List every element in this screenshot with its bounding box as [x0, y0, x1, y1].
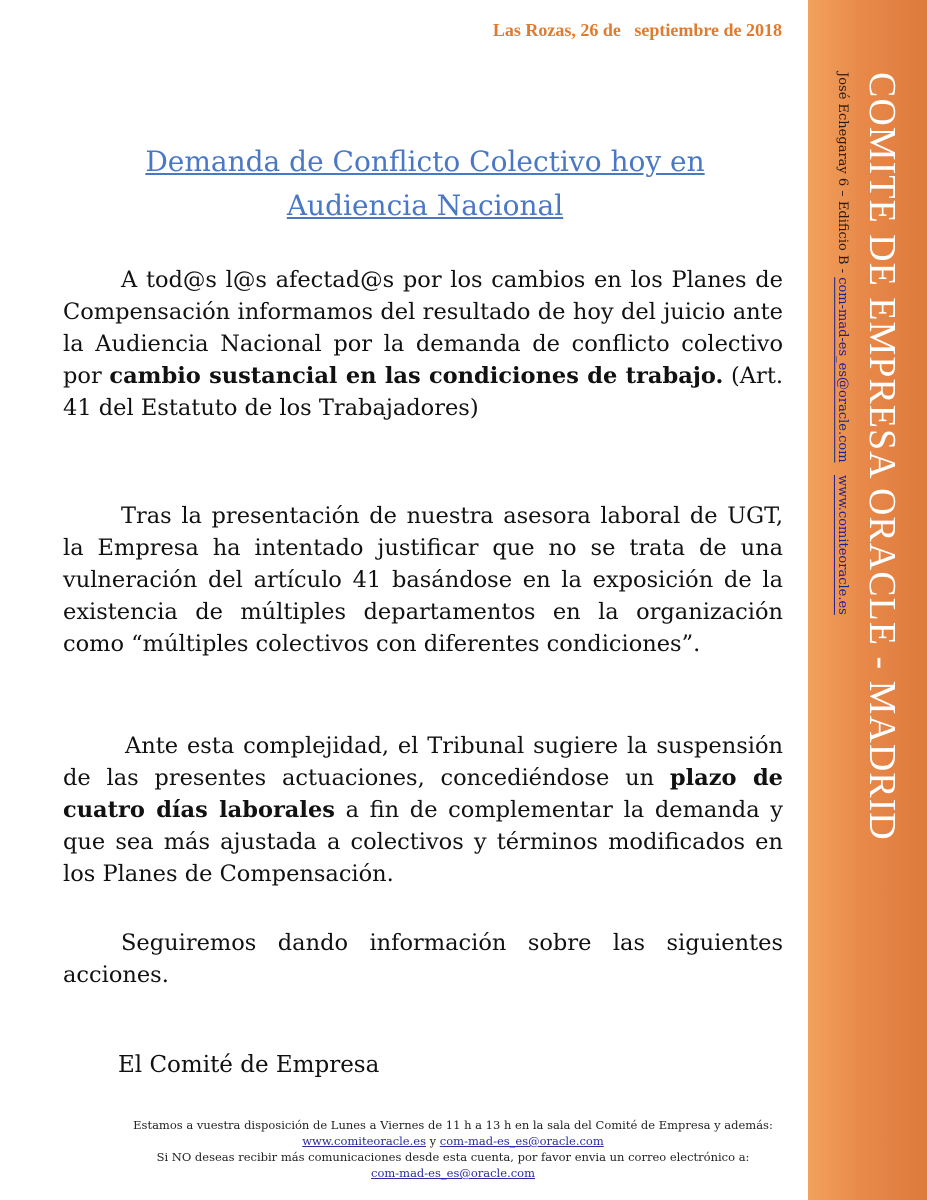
footer-line-2 [80, 1133, 826, 1149]
signature: El Comité de Empresa [118, 1052, 380, 1078]
sidebar-gap [835, 463, 850, 475]
footer-email-link[interactable]: com-mad-es_es@oracle.com [439, 1134, 604, 1148]
footer-line-1: Estamos a vuestra disposición de Lunes a Viernes de 11 h a 13 h en la sala del Comité de Empresa y además: [133, 1118, 773, 1132]
sidebar-email-link[interactable]: com-mad-es_es@oracle.com [835, 277, 850, 463]
paragraph-2 [63, 500, 783, 660]
sidebar-address: José Echegaray 6 – Edificio B [835, 72, 850, 265]
footer-conj: y [425, 1134, 440, 1148]
footer-website-link[interactable]: www.comiteoracle.es [302, 1134, 426, 1148]
sidebar-separator: - [835, 264, 850, 278]
footer [80, 1117, 826, 1181]
p2-text: Tras la presentación de nuestra asesora laboral de UGT, la Empresa ha intentado justificar que no se trata de una vulneración del artículo 41 basándose en la exposición de la existencia de múltiples departamentos en la organización como “múltiples colectivos con diferentes condiciones”. [63, 503, 783, 657]
paragraph-1 [63, 264, 783, 424]
document-date: Las Rozas, 26 de septiembre de 2018 [492, 20, 782, 40]
sidebar-contact [830, 72, 854, 862]
title-line-1: Demanda de Conflicto Colectivo hoy en [145, 145, 705, 178]
p1-text-2: (Art. 41 del Estatuto de los Trabajadores) [63, 363, 784, 421]
sidebar-title: COMITE DE EMPRESA ORACLE - MADRID [861, 72, 903, 841]
p1-bold: cambio sustancial en las condiciones de trabajo. [109, 363, 724, 389]
sidebar-website-link[interactable]: www.comiteoracle.es [835, 474, 850, 615]
paragraph-3 [63, 730, 783, 890]
p3-text-2: a fin de complementar la demanda y que sea más ajustada a colectivos y términos modificados en los Planes de Compensación. [63, 797, 783, 887]
p3-bold: plazo de cuatro días laborales [63, 765, 783, 823]
footer-line-4 [80, 1165, 826, 1181]
footer-line-3: Si NO deseas recibir más comunicaciones desde esta cuenta, por favor envia un correo electrónico a: [156, 1150, 750, 1164]
p1-text-1: A tod@s l@s afectad@s por los cambios en los Planes de Compensación informamos del resultado de hoy del juicio ante la Audiencia Nacional por la demanda de conflicto colectivo por [63, 267, 783, 389]
footer-email-link-2[interactable]: com-mad-es_es@oracle.com [371, 1166, 535, 1180]
title-line-2: Audiencia Nacional [286, 189, 564, 222]
p3-text-1: Ante esta complejidad, el Tribunal sugiere la suspensión de las presentes actuaciones, concediéndose un [63, 733, 783, 791]
paragraph-4 [63, 927, 783, 991]
p4-text: Seguiremos dando información sobre las siguientes acciones. [63, 930, 783, 988]
document-title [80, 140, 770, 228]
